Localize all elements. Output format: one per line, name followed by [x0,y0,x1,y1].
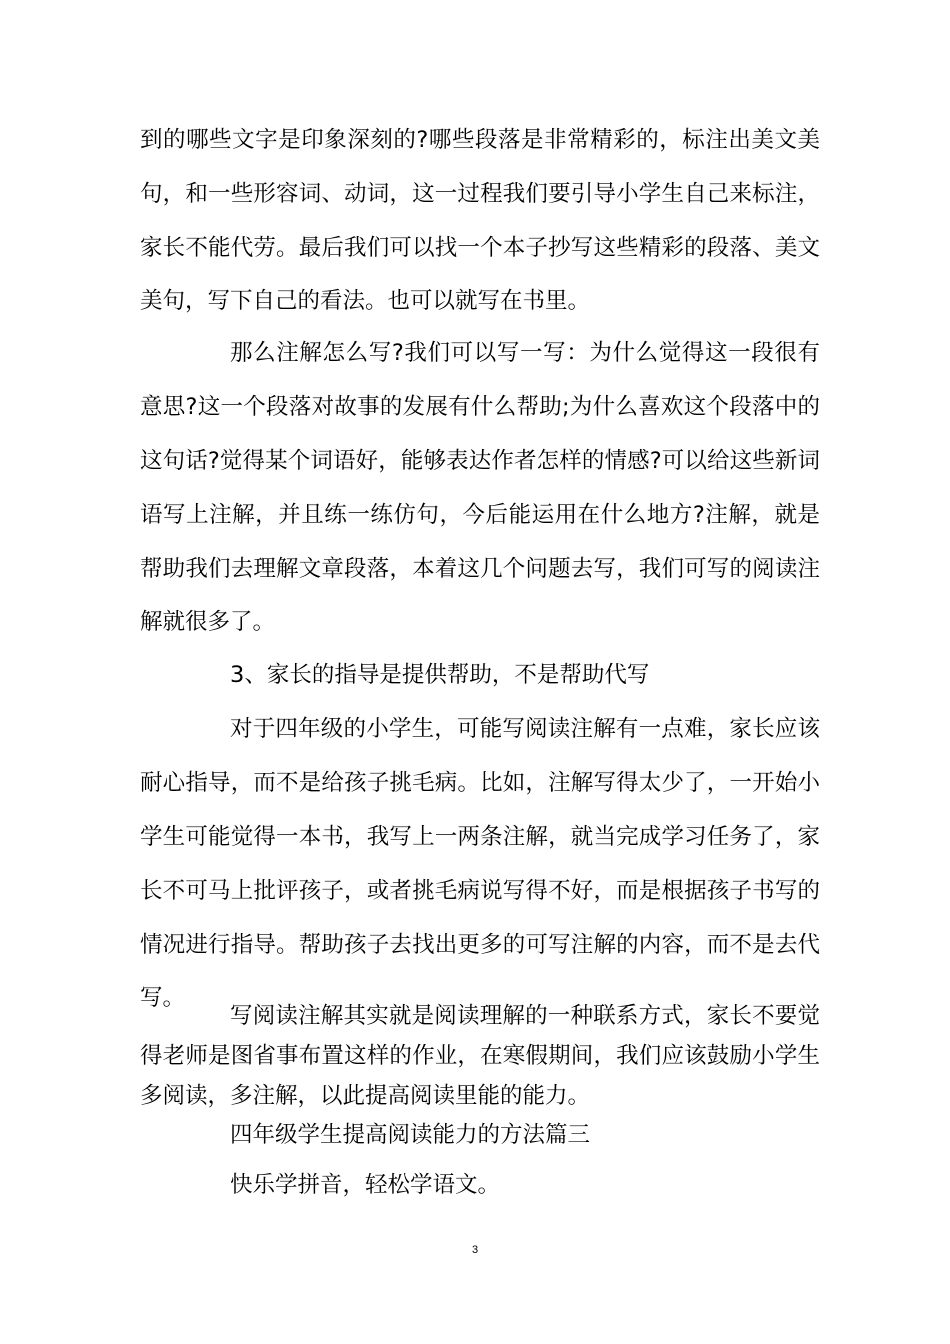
text-line: 到的哪些文字是印象深刻的?哪些段落是非常精彩的，标注出美文美 [140,127,820,153]
text-line: 解就很多了。 [140,609,276,635]
text-line: 意思?这一个段落对故事的发展有什么帮助;为什么喜欢这个段落中的 [140,394,820,420]
text-line: 长不可马上批评孩子，或者挑毛病说写得不好，而是根据孩子书写的 [140,878,820,904]
text-line: 快乐学拼音，轻松学语文。 [230,1172,501,1198]
text-line: 写。 [140,985,186,1011]
page-number: 3 [471,1244,479,1256]
paragraph-first-line: 对于四年级的小学生，可能写阅读注解有一点难，家长应该 [230,716,820,742]
text-line: 句，和一些形容词、动词，这一过程我们要引导小学生自己来标注， [140,181,820,207]
paragraph-first-line: 那么注解怎么写?我们可以写一写：为什么觉得这一段很有 [230,340,820,366]
text-line: 这句话?觉得某个词语好，能够表达作者怎样的情感?可以给这些新词 [140,448,820,474]
text-line: 情况进行指导。帮助孩子去找出更多的可写注解的内容，而不是去代 [140,932,820,958]
text-line: 多阅读，多注解，以此提高阅读里能的能力。 [140,1083,591,1109]
section-title: 四年级学生提高阅读能力的方法篇三 [230,1122,591,1148]
text-line: 帮助我们去理解文章段落，本着这几个问题去写，我们可写的阅读注 [140,556,820,582]
text-line: 家长不能代劳。最后我们可以找一个本子抄写这些精彩的段落、美文 [140,235,820,261]
section-heading: 3、家长的指导是提供帮助，不是帮助代写 [230,662,650,688]
text-line: 学生可能觉得一本书，我写上一两条注解，就当完成学习任务了，家 [140,824,820,850]
text-line: 得老师是图省事布置这样的作业，在寒假期间，我们应该鼓励小学生 [140,1043,820,1069]
text-line: 耐心指导，而不是给孩子挑毛病。比如，注解写得太少了，一开始小 [140,770,820,796]
text-line: 美句，写下自己的看法。也可以就写在书里。 [140,288,591,314]
paragraph-first-line: 写阅读注解其实就是阅读理解的一种联系方式，家长不要觉 [230,1003,820,1029]
text-line: 语写上注解，并且练一练仿句，今后能运用在什么地方?注解，就是 [140,502,820,528]
